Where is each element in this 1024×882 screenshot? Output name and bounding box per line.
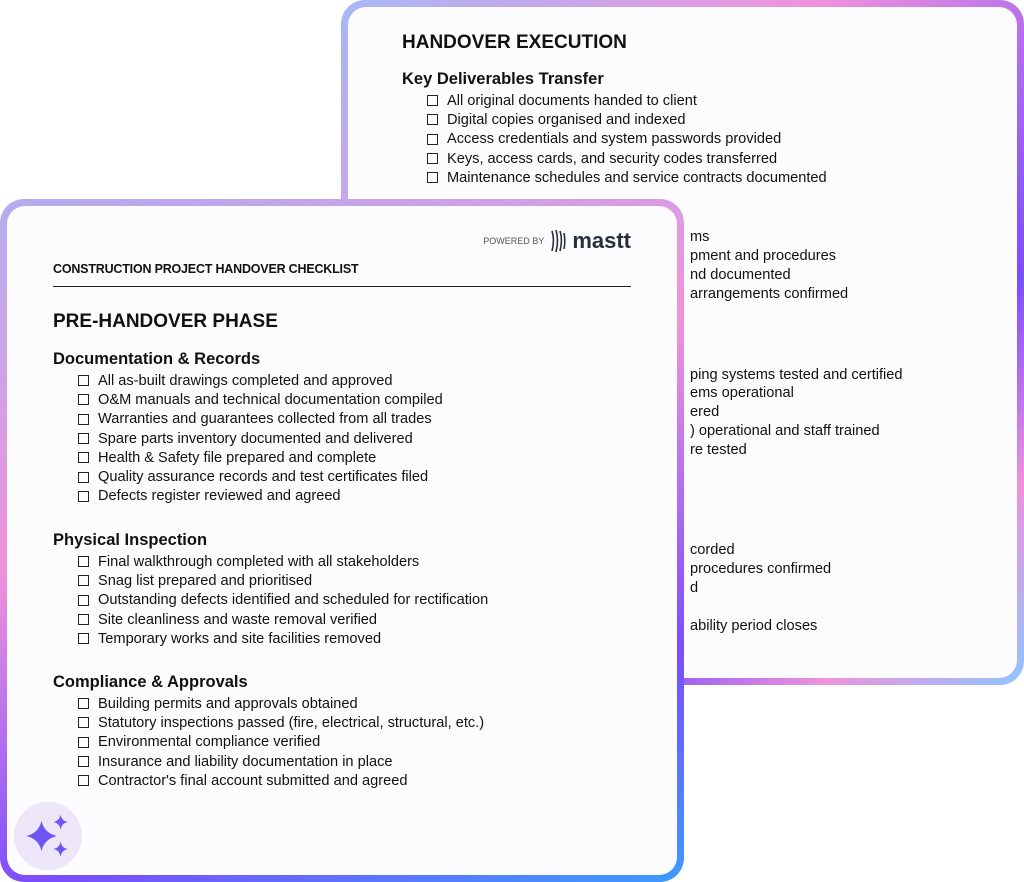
checklist-item[interactable] bbox=[427, 91, 827, 110]
checklist-item[interactable] bbox=[78, 371, 443, 390]
checkbox[interactable] bbox=[78, 394, 89, 405]
phase-title: PRE-HANDOVER PHASE bbox=[53, 311, 278, 332]
item-label: Defects register reviewed and agreed bbox=[98, 488, 341, 505]
checkbox[interactable] bbox=[78, 575, 89, 586]
item-label: O&M manuals and technical documentation compiled bbox=[98, 391, 443, 408]
partial-line: arrangements confirmed bbox=[690, 286, 849, 302]
checkbox[interactable] bbox=[78, 614, 89, 625]
checklist-item[interactable] bbox=[78, 571, 488, 590]
checkbox[interactable] bbox=[78, 491, 89, 502]
partial-line: d bbox=[690, 580, 699, 596]
checklist-item[interactable] bbox=[78, 733, 484, 752]
section-title: Compliance & Approvals bbox=[53, 673, 248, 691]
partial-line: ability period closes bbox=[690, 618, 818, 634]
checkbox[interactable] bbox=[78, 433, 89, 444]
mastt-logo-icon bbox=[550, 229, 566, 253]
item-label: All as-built drawings completed and approved bbox=[98, 372, 393, 389]
checkbox[interactable] bbox=[427, 134, 438, 145]
checklist-item[interactable] bbox=[78, 771, 484, 790]
item-label: Access credentials and system passwords provided bbox=[447, 131, 782, 148]
divider bbox=[53, 286, 631, 287]
brand-name: mastt bbox=[572, 228, 631, 253]
item-label: Building permits and approvals obtained bbox=[98, 695, 358, 712]
checklist-item[interactable] bbox=[78, 429, 443, 448]
checklist-item[interactable] bbox=[78, 752, 484, 771]
checklist-item[interactable] bbox=[427, 110, 827, 129]
item-label: Maintenance schedules and service contracts documented bbox=[447, 169, 827, 186]
checklist-item[interactable] bbox=[427, 130, 827, 149]
checkbox[interactable] bbox=[427, 172, 438, 183]
item-label: Site cleanliness and waste removal verified bbox=[98, 611, 378, 628]
item-label: Statutory inspections passed (fire, electrical, structural, etc.) bbox=[98, 714, 485, 731]
partial-line: procedures confirmed bbox=[690, 561, 832, 577]
checklist-item[interactable] bbox=[78, 629, 488, 648]
checklist-item[interactable] bbox=[427, 168, 827, 187]
checkbox[interactable] bbox=[427, 114, 438, 125]
item-label: Quality assurance records and test certificates filed bbox=[98, 469, 429, 486]
partial-line: ping systems tested and certified bbox=[690, 367, 903, 383]
section-title: Documentation & Records bbox=[53, 350, 261, 368]
checklist bbox=[427, 91, 827, 187]
section-title: Key Deliverables Transfer bbox=[402, 70, 604, 88]
item-label: Spare parts inventory documented and delivered bbox=[98, 430, 413, 447]
checkbox[interactable] bbox=[78, 556, 89, 567]
item-label: Health & Safety file prepared and complete bbox=[98, 449, 377, 466]
partial-line: corded bbox=[690, 542, 735, 558]
checkbox[interactable] bbox=[78, 452, 89, 463]
checklist-item[interactable] bbox=[78, 713, 484, 732]
checklist-item[interactable] bbox=[78, 448, 443, 467]
checklist bbox=[78, 552, 488, 648]
item-label: Temporary works and site facilities removed bbox=[98, 630, 382, 647]
item-label: Digital copies organised and indexed bbox=[447, 111, 686, 128]
item-label: Contractor's final account submitted and agreed bbox=[98, 772, 408, 789]
checklist-item[interactable] bbox=[78, 410, 443, 429]
sparkle-icon bbox=[14, 802, 82, 870]
checkbox[interactable] bbox=[78, 633, 89, 644]
checkbox[interactable] bbox=[78, 717, 89, 728]
checklist-item[interactable] bbox=[78, 467, 443, 486]
item-label: Insurance and liability documentation in place bbox=[98, 753, 393, 770]
checklist bbox=[78, 371, 443, 506]
item-label: Snag list prepared and prioritised bbox=[98, 572, 313, 589]
checkbox[interactable] bbox=[427, 95, 438, 106]
partial-line: ems operational bbox=[690, 385, 794, 401]
checklist-item[interactable] bbox=[78, 552, 488, 571]
checkbox[interactable] bbox=[427, 153, 438, 164]
item-label: Final walkthrough completed with all stakeholders bbox=[98, 553, 420, 570]
ai-sparkle-badge[interactable] bbox=[14, 802, 82, 870]
checkbox[interactable] bbox=[78, 414, 89, 425]
checklist-item[interactable] bbox=[78, 591, 488, 610]
checklist-item[interactable] bbox=[78, 694, 484, 713]
item-label: Warranties and guarantees collected from all trades bbox=[98, 411, 432, 428]
item-label: Environmental compliance verified bbox=[98, 734, 321, 751]
pre-handover-card bbox=[0, 199, 684, 882]
phase-title: HANDOVER EXECUTION bbox=[402, 32, 627, 53]
document-title: CONSTRUCTION PROJECT HANDOVER CHECKLIST bbox=[53, 262, 359, 276]
checkbox[interactable] bbox=[78, 737, 89, 748]
item-label: Keys, access cards, and security codes transferred bbox=[447, 150, 778, 167]
checklist-item[interactable] bbox=[78, 390, 443, 409]
checkbox[interactable] bbox=[78, 375, 89, 386]
section-title: Physical Inspection bbox=[53, 531, 208, 549]
item-label: All original documents handed to client bbox=[447, 92, 697, 109]
partial-line: ) operational and staff trained bbox=[690, 423, 880, 439]
checklist-item[interactable] bbox=[78, 487, 443, 506]
partial-line: ms bbox=[690, 229, 710, 245]
partial-line: ered bbox=[690, 404, 720, 420]
item-label: Outstanding defects identified and scheduled for rectification bbox=[98, 592, 489, 609]
powered-by-label: POWERED BY bbox=[483, 236, 545, 246]
checklist-item[interactable] bbox=[427, 149, 827, 168]
checkbox[interactable] bbox=[78, 472, 89, 483]
checklist-item[interactable] bbox=[78, 610, 488, 629]
partial-line: nd documented bbox=[690, 267, 791, 283]
partial-line: pment and procedures bbox=[690, 248, 837, 264]
partial-line: re tested bbox=[690, 442, 747, 458]
checkbox[interactable] bbox=[78, 756, 89, 767]
checkbox[interactable] bbox=[78, 775, 89, 786]
checkbox[interactable] bbox=[78, 595, 89, 606]
powered-by-logo bbox=[483, 228, 631, 254]
checklist bbox=[78, 694, 484, 790]
checkbox[interactable] bbox=[78, 698, 89, 709]
